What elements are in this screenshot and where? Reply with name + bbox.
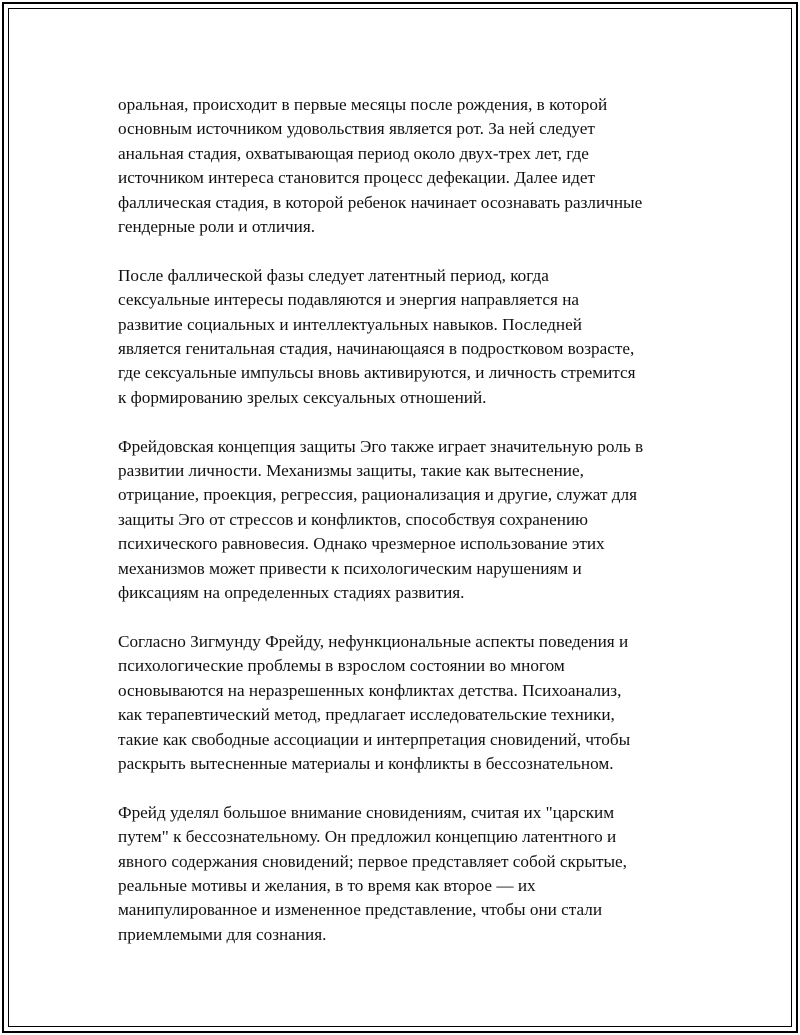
text-line: к формированию зрелых сексуальных отношений. [118,387,487,407]
text-line: анальная стадия, охватывающая период около двух-трех лет, где [118,143,589,163]
text-line: Фрейд уделял большое внимание сновидениям, считая их "царским [118,802,615,822]
text-line: психического равновесия. Однако чрезмерное использование этих [118,534,605,554]
text-line: психологические проблемы в взрослом состоянии во многом [118,656,565,676]
text-line: Согласно Зигмунду Фрейду, нефункциональные аспекты поведения и [118,631,629,651]
text-line: развитии личности. Механизмы защиты, такие как вытеснение, [118,461,584,481]
text-line: такие как свободные ассоциации и интерпретация сновидений, чтобы [118,729,631,749]
text-line: манипулированное и измененное представление, чтобы они стали [118,900,603,920]
text-line: реальные мотивы и желания, в то время как второе — их [118,875,536,895]
text-line: является генитальная стадия, начинающаяся в подростковом возрасте, [118,339,635,359]
document-body [118,93,698,972]
paragraph-dreams [118,801,698,947]
text-line: основываются на неразрешенных конфликтах детства. Психоанализ, [118,680,622,700]
text-line: оральная, происходит в первые месяцы после рождения, в которой [118,95,608,114]
text-line: отрицание, проекция, регрессия, рационализация и другие, служат для [118,485,637,505]
text-line: как терапевтический метод, предлагает исследовательские техники, [118,705,615,725]
text-line: раскрыть вытесненные материалы и конфликты в бессознательном. [118,753,614,773]
text-line: сексуальные интересы подавляются и энергия направляется на [118,290,580,310]
text-line: фаллическая стадия, в которой ребенок начинает осознавать различные [118,192,643,212]
text-line: механизмов может привести к психологическим нарушениям и [118,558,582,578]
paragraph-psychoanalysis [118,630,698,776]
text-line: основным источником удовольствия является рот. За ней следует [118,119,595,139]
text-line: путем" к бессознательному. Он предложил концепцию латентного и [118,827,617,847]
text-line: гендерные роли и отличия. [118,217,316,237]
paragraph-latent-genital-stages [118,264,698,410]
paragraph-ego-defense [118,435,698,606]
text-line: Фрейдовская концепция защиты Эго также играет значительную роль в [118,436,644,456]
text-line: приемлемыми для сознания. [118,924,327,944]
paragraph-oral-anal-phallic-stages [118,93,698,239]
text-line: развитие социальных и интеллектуальных навыков. Последней [118,314,582,334]
text-line: фиксациям на определенных стадиях развития. [118,583,465,603]
text-line: защиты Эго от стрессов и конфликтов, способствуя сохранению [118,509,588,529]
text-line: где сексуальные импульсы вновь активируются, и личность стремится [118,363,636,383]
text-line: После фаллической фазы следует латентный период, когда [118,265,549,285]
text-line: источником интереса становится процесс дефекации. Далее идет [118,168,595,188]
text-line: явного содержания сновидений; первое представляет собой скрытые, [118,851,627,871]
